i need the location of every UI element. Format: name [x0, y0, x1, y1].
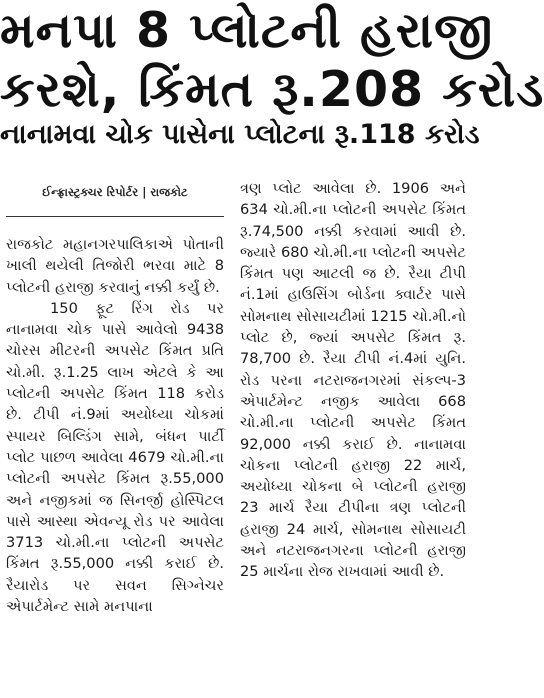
article-paragraph: ત્રણ પ્લોટ આવેલા છે. 1906 અને 634 ચો.મી.ના પ્લોટની અપસેટ કિંમત રૂ.74,500 નક્કી કરવામાં આવી છે. જ્યારે 680 ચો.મી.ના પ્લોટની અપસેટ કિંમત પણ આટલી જ છે. રૈયા ટીપી નં.1માં હાઉસિંગ બોર્ડના ક્વાર્ટર પાસે સોમનાથ સોસાયટીમાં 1215 ચો.મી.નો પ્લોટ છે, જ્યાં અપસેટ કિંમત રૂ. 78,700 છે. રૈયા ટીપી નં.4માં યુનિ. રોડ પરના નટરાજનગરમાં સંકલ્પ-3 એપાર્ટમેન્ટ નજીક આવેલા 668 ચો.મી.ના પ્લોટની અપસેટ કિંમત 92,000 નક્કી કરાઈ છે. નાનામવા ચોકના પ્લોટની હરાજી 22 માર્ચ, અયોધ્યા ચોકના બે પ્લોટની હરાજી 23 માર્ચ રૈયા ટીપીના ત્રણ પ્લોટની હરાજી 24 માર્ચ, સોમનાથ સોસાયટી અને નટરાજનગરના પ્લોટની હરાજી 25 માર્ચના રોજ રાખવામાં આવી છે. — [240, 180, 466, 581]
article-left-column — [6, 234, 224, 617]
article-paragraph: 150 ફૂટ રિંગ રોડ પર નાનામવા ચોક પાસે આવેલો 9438 ચોરસ મીટરની અપસેટ કિંમત પ્રતિ ચો.મી. રૂ.1.25 લાખ એટલે કે આ પ્લોટની અપસેટ કિંમત 118 કરોડ છે. ટીપી નં.9માં અયોધ્યા ચોકમાં સ્પાયર બિલ્ડિંગ સામે, બંધન પાર્ટી પ્લોટ પાછળ આવેલા 4679 ચો.મી.ના પ્લોટની અપસેટ કિંમત રૂ.55,000 અને નજીકમાં જ સિનર્જી હોસ્પિટલ પાસે આસ્થા એવન્યૂ રોડ પર આવેલા 3713 ચો.મી.ના પ્લોટની અપસેટ કિંમત રૂ.55,000 નક્કી કરાઈ છે. રૈયારોડ પર સવન સિગ્નેચર એપાર્ટમેન્ટ સામે મનપાના — [6, 299, 224, 616]
byline-divider — [6, 216, 224, 217]
headline-line-1: મનપા 8 પ્લોટની હરાજી — [0, 2, 494, 59]
headline-line-2: કરશે, કિંમત રૂ.208 કરોડ — [0, 61, 544, 118]
subheadline: નાનામવા ચોક પાસેના પ્લોટના રૂ.118 કરોડ — [0, 119, 480, 150]
article-right-column — [240, 178, 466, 583]
byline: ઈન્ફ્રાસ્ટ્રક્ચર રિપોર્ટર | રાજકોટ — [42, 185, 188, 199]
article-paragraph: રાજકોટ મહાનગરપાલિકાએ પોતાની ખાલી થયેલી તિજોરી ભરવા માટે 8 પ્લોટની હરાજી કરવાનું નક્કી કર્યું છે. — [6, 236, 224, 296]
